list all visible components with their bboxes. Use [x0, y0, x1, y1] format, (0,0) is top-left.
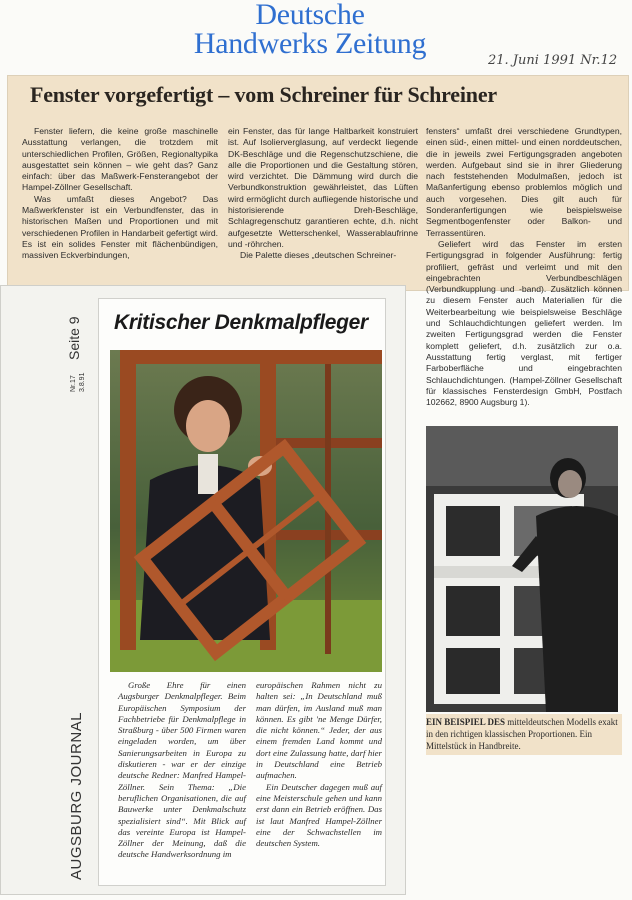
masthead-line2: Handwerks Zeitung: [193, 27, 427, 60]
photo-window-example-image: [426, 426, 618, 712]
article-paragraph: Die Palette dieses „deutschen Schreiner-: [240, 250, 397, 261]
article-paragraph: ein Fenster, das für lange Haltbarkeit konstruiert ist. Auf Isolierverglasung, auf verdeckt liegende DK-Beschläge und die Regenschutzschiene, die alle die Proportionen und die Gestaltung stören, wird verzichtet. Die Dämmung wird durch die Verbundkonstruktion gewährleistet, das Lüften wird ermöglicht durch aufliegende historische und historisierende Dreh-Beschläge, Schlagregenschutz garantieren echte, d.h. nicht aufgesetzte Wetterschenkel, Wasserablaufrinne und -röhrchen.: [228, 126, 418, 249]
handwritten-date-note: 21. Juni 1991 Nr.12: [488, 53, 618, 68]
masthead-line1: Deutsche: [255, 0, 365, 31]
caption-lead: EIN BEISPIEL DES: [426, 717, 506, 727]
article-paragraph: europäischen Rahmen nicht zu halten sei: „In Deutschland muß man dürfen, im Ausland muß man können. Es gibt 'ne Menge Dürfer, die nicht können.“ Jeder, der aus einem fremden Land kommt und dort eine Zulassung hatte, darf hier in Deutschland eine Betrieb aufmachen.: [256, 680, 382, 781]
masthead: [150, 0, 470, 58]
article2-column-2: [256, 680, 382, 849]
article-column-3: [426, 126, 622, 408]
article-column-2: [228, 126, 418, 262]
article-paragraph: Was umfaßt dieses Angebot? Das Maßwerkfenster ist ein Verbundfenster, das in historischen Maßen und Proportionen und mit verschiedenen Profilen in Handarbeit gefertigt wird. Es ist ein solides Fenster mit flächenbündigen, massiven Eckverbindungen,: [22, 193, 218, 261]
article2-column-1: [118, 680, 246, 861]
side-publication-label: AUGSBURG JOURNAL: [68, 711, 85, 880]
side-date-label: 3.8.91: [79, 372, 86, 392]
article-headline: Fenster vorgefertigt – vom Schreiner für Schreiner: [30, 82, 497, 107]
article-paragraph: Große Ehre für einen Augsburger Denkmalpfleger. Beim Europäischen Symposium der Fachbetriebe für Denkmalpflege in Straßburg - über 500 Firmen waren eingeladen worden, um über Sanierungsarbeiten in Europa zu diskutieren - war er der einzige deutsche Redner: Manfred Hampel-Zöllner. Sein Thema: „Die beruflichen Organisationen, die auf Bauwerke unter Denkmalschutz spezialisiert sind“. Mit Blick auf das vereinte Europa ist Hampel-Zöllner der Meinung, daß die deutsche Handwerksordnung im: [118, 680, 246, 860]
side-issue-label: Nr.17: [70, 375, 77, 392]
article-paragraph: Geliefert wird das Fenster im ersten Fertigungsgrad in folgender Ausführung: fertig profiliert, gefräst und verleimt und mit den eingebrachten Verbundbeschlägen (Verbundkupplung und -band). Zusätzlich können zu diesem Fenster auch Materialien für die Weiterbearbeitung wie beispielsweise Beschläge und Schlauchdichtungen geliefert werden. Im zweiten Fertigungsgrad werden die Fenster komplett geliefert, d.h. zusätzlich zur o.a. Ausstattung fertig verglast, mit fertiger Farboberfläche und eingebrachten Schlauchdichtungen. (Hampel-Zöllner Gesellschaft für klassisches Fensterdesign GmbH, Postfach 102662, 8900 Augsburg 1).: [426, 238, 622, 408]
article2-headline: Kritischer Denkmalpfleger: [114, 311, 368, 334]
photo-caption: [426, 714, 622, 755]
article-column-1: [22, 126, 218, 262]
article-paragraph: Fenster liefern, die keine große maschinelle Ausstattung verlangen, die trotzdem mit unterschiedlichen Profilen, Größen, Regionaltypika ausgestattet sein können – wie geht das? Ganz einfach: über das Maßwerk-Fensterangebot der Hampel-Zöllner Gesellschaft.: [22, 126, 218, 193]
photo-man-with-window: [110, 350, 382, 672]
article-paragraph: Ein Deutscher dagegen muß auf eine Meisterschule gehen und kann erst dann ein Betrieb eröffnen. Das ist laut Manfred Hampel-Zöllner eine der Schwachstellen im deutschen System.: [256, 781, 382, 849]
photo-man-with-window-image: [110, 350, 382, 672]
photo-window-example: [426, 426, 618, 712]
caption-text: mitteldeutschen Modells exakt in den richtigen klassischen Proportionen. Ein Mittelstück in Handbreite.: [426, 717, 618, 751]
article-paragraph: fensters“ umfaßt drei verschiedene Grundtypen, einen süd-, einen mittel- und einen norddeutschen, die in jeweils zwei Fertigungsgraden angeboten werden. Aufgebaut sind sie in ihrer Gliederung nach feststehenden Modulmaßen, jedoch ist Maßanfertigung ebenso problemlos möglich und auch vorgesehen. Dies gilt auch für Sonderanfertigungen wie beispielsweise Segmentbogenfenster oder Balkon- und Terrassentüren.: [426, 126, 622, 238]
side-page-label: Seite 9: [66, 316, 82, 360]
